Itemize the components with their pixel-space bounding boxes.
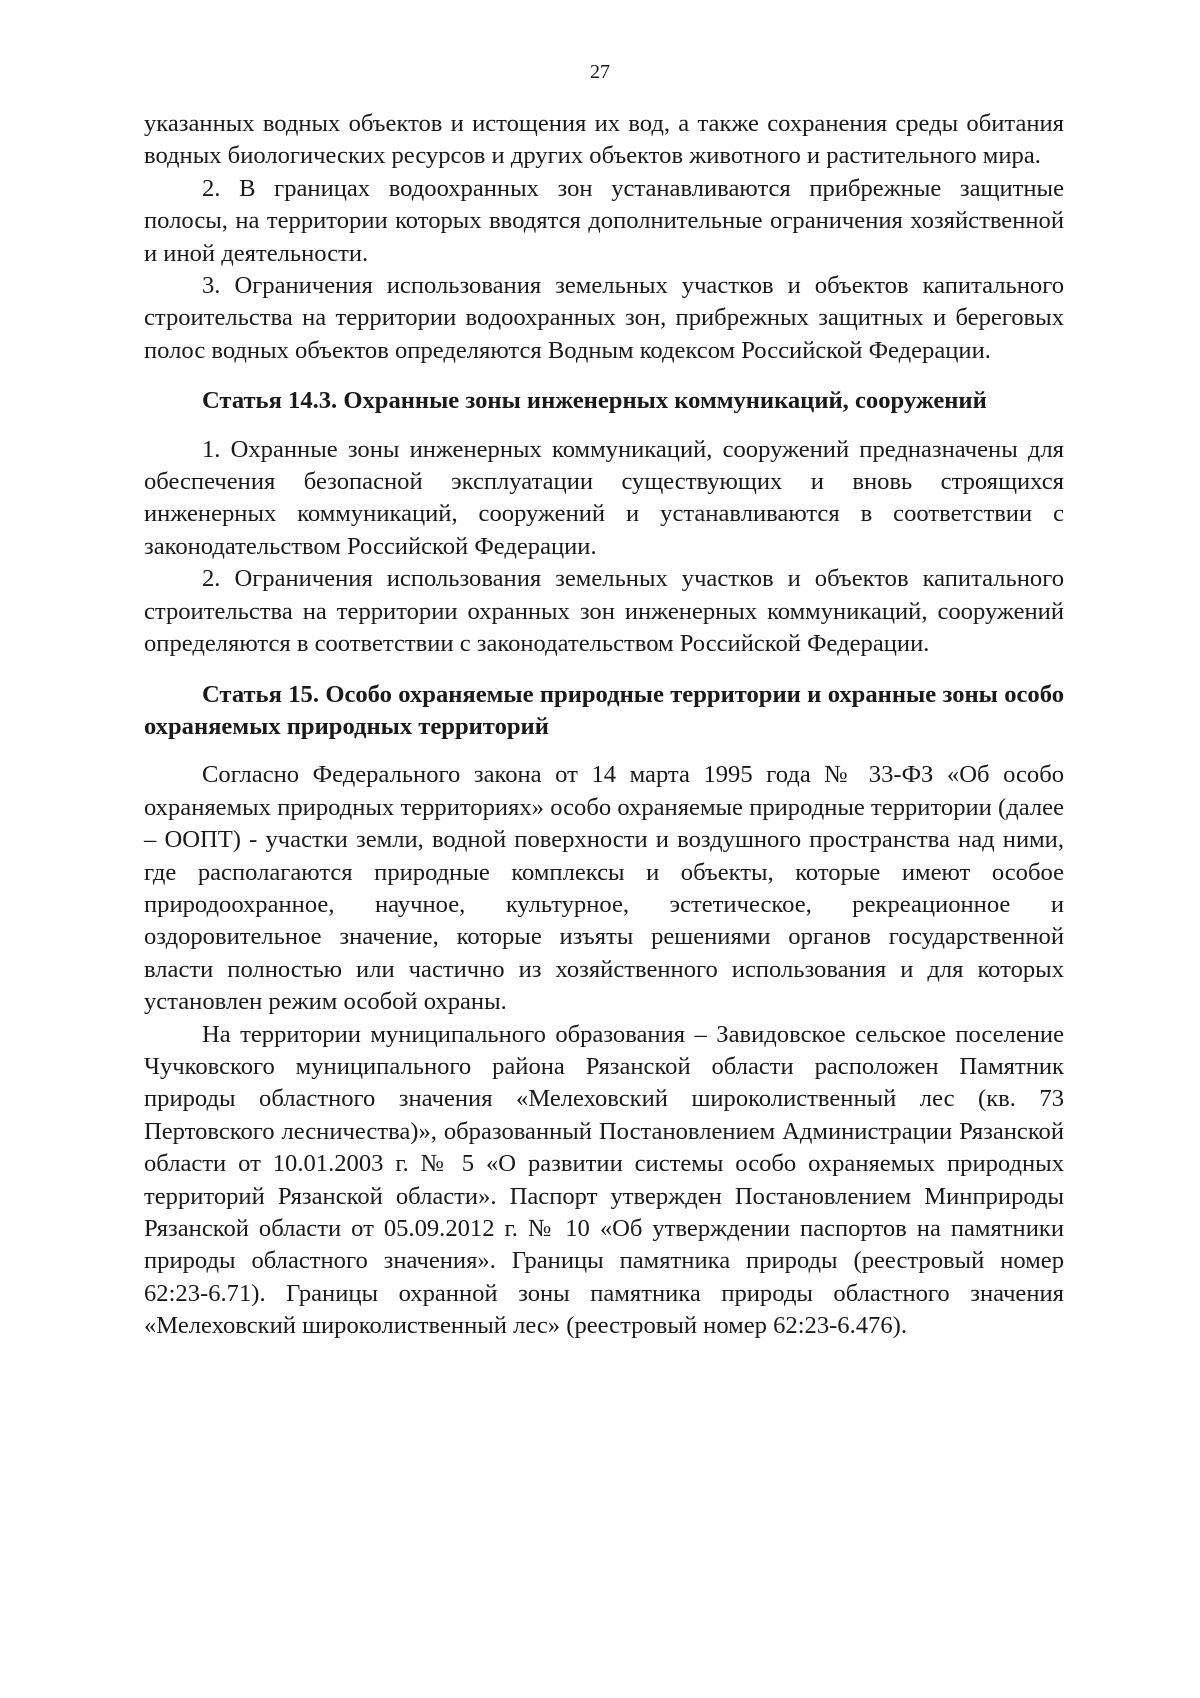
paragraph-15-natural-monument: На территории муниципального образования – Завидовское сельское поселение Чучковского муниципального района Рязанской области расположен Памятник природы областного значения «Мелеховский широколиственный лес (кв. 73 Пертовского лесничества)», образованный Постановлением Администрации Рязанской области от 10.01.2003 г. № 5 «О развитии системы особо охраняемых природных территорий Рязанской области». Паспорт утвержден Постановлением Минприроды Рязанской области от 05.09.2012 г. № 10 «Об утверждении паспортов на памятники природы областного значения». Границы памятника природы (реестровый номер 62:23-6.71). Границы охранной зоны памятника природы областного значения «Мелеховский широколиственный лес» (реестровый номер 62:23-6.476). bbox=[144, 1020, 1064, 1340]
spacer bbox=[144, 367, 1064, 385]
spacer bbox=[144, 661, 1064, 679]
document-body bbox=[144, 108, 1064, 1343]
paragraph-item-3: 3. Ограничения использования земельных участков и объектов капитального строительства на территории водоохранных зон, прибрежных защитных и береговых полос водных объектов определяются Водным кодексом Российской Федерации. bbox=[144, 272, 1064, 364]
paragraph-14-3-item-1: 1. Охранные зоны инженерных коммуникаций, сооружений предназначены для обеспечения безопасной эксплуатации существующих и вновь строящихся инженерных коммуникаций, сооружений и устанавливаются в соответствии с законодательством Российской Федерации. bbox=[144, 435, 1064, 560]
spacer bbox=[144, 418, 1064, 434]
paragraph-continuation: указанных водных объектов и истощения их вод, а также сохранения среды обитания водных биологических ресурсов и других объектов животного и растительного мира. bbox=[144, 110, 1064, 170]
page-number: 27 bbox=[590, 61, 610, 83]
article-heading-14-3: Статья 14.3. Охранные зоны инженерных коммуникаций, сооружений bbox=[202, 387, 987, 415]
paragraph-14-3-item-2: 2. Ограничения использования земельных участков и объектов капитального строительства на территории охранных зон инженерных коммуникаций, сооружений определяются в соответствии с законодательством Российской Федерации. bbox=[144, 565, 1064, 658]
paragraph-item-2: 2. В границах водоохранных зон устанавливаются прибрежные защитные полосы, на территории которых вводятся дополнительные ограничения хозяйственной и иной деятельности. bbox=[144, 174, 1064, 267]
spacer bbox=[144, 743, 1064, 759]
article-heading-15: Статья 15. Особо охраняемые природные территории и охранные зоны особо охраняемых природных территорий bbox=[144, 680, 1064, 740]
paragraph-15-oopt-definition: Согласно Федерального закона от 14 марта 1995 года № 33-ФЗ «Об особо охраняемых природных территориях» особо охраняемые природные территории (далее – ООПТ) - участки земли, водной поверхности и воздушного пространства над ними, где располагаются природные комплексы и объекты, которые имеют особое природоохранное, научное, культурное, эстетическое, рекреационное и оздоровительное значение, которые изъяты решениями органов государственной власти полностью или частично из хозяйственного использования и для которых установлен режим особой охраны. bbox=[144, 761, 1064, 1016]
